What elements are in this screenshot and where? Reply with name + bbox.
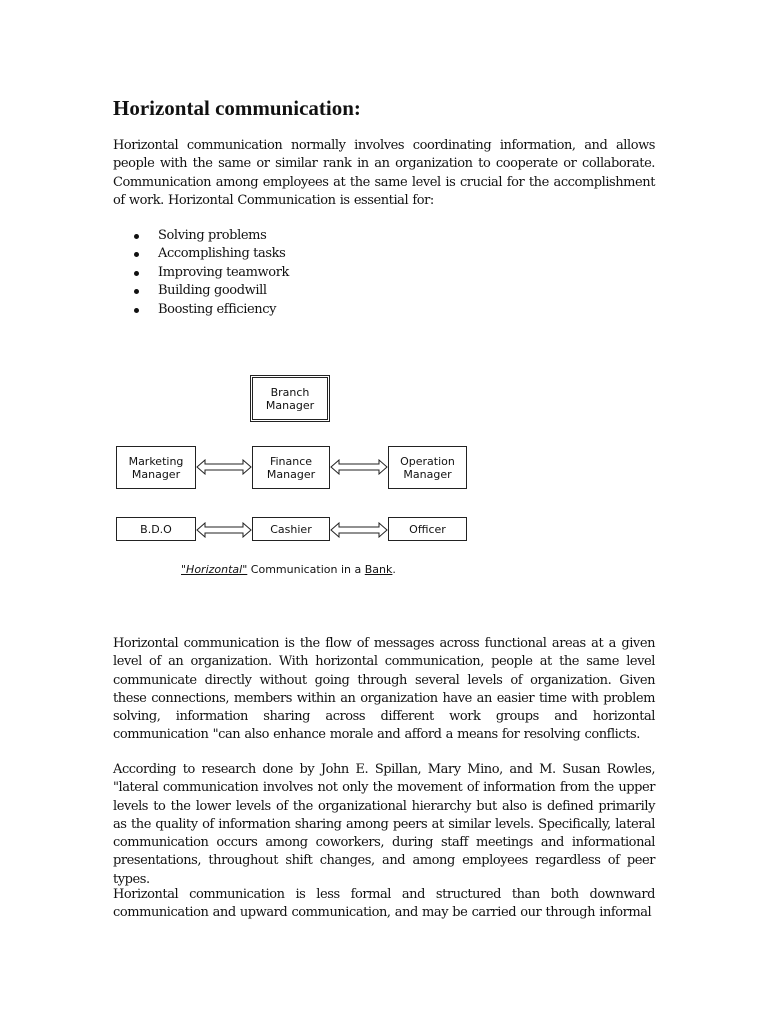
branch-manager-box: Branch Manager: [250, 375, 330, 422]
operation-manager-box: Operation Manager: [388, 446, 467, 489]
diagram-caption: [181, 563, 396, 576]
intro-paragraph: Horizontal communication normally involves coordinating information, and allows people with the same or similar rank in an organization to cooperate or collaborate. Communication among employees at the same level is crucial for the accomplishment of work. Horizontal Communication is essential for:: [113, 138, 655, 208]
list-item: Improving teamwork: [113, 264, 289, 282]
double-arrow-icon: [330, 522, 388, 538]
list-item: Building goodwill: [113, 282, 289, 300]
list-item: Boosting efficiency: [113, 301, 289, 319]
caption-end: .: [392, 563, 396, 576]
flow-paragraph: Horizontal communication is the flow of messages across functional areas at a given level of an organization. With horizontal communication, people at the same level communicate directly without going through several levels of organization. Given these connections, members within an organization have an easier time with problem solving, information sharing across different work groups and horizontal communication "can also enhance morale and afford a means for resolving conflicts.: [113, 636, 655, 743]
caption-quoted: "Horizontal": [181, 563, 248, 576]
list-item: Accomplishing tasks: [113, 245, 289, 263]
double-arrow-icon: [196, 459, 252, 475]
bdo-box: B.D.O: [116, 517, 196, 541]
caption-bank: Bank: [364, 563, 393, 576]
essentials-list: [113, 227, 289, 319]
list-item: Solving problems: [113, 227, 289, 245]
finance-manager-box: Finance Manager: [252, 446, 330, 489]
page-title: Horizontal communication:: [113, 96, 361, 120]
double-arrow-icon: [330, 459, 388, 475]
research-paragraph: According to research done by John E. Spillan, Mary Mino, and M. Susan Rowles, "lateral communication involves not only the movement of information from the upper levels to the lower levels of the organizational hierarchy but also is defined primarily as the quality of information sharing among peers at similar levels. Specifically, lateral communication occurs among coworkers, during staff meetings and informational presentations, throughout shift changes, and among employees regardless of peer types.: [113, 762, 655, 887]
double-arrow-icon: [196, 522, 252, 538]
officer-box: Officer: [388, 517, 467, 541]
cashier-box: Cashier: [252, 517, 330, 541]
formality-paragraph: Horizontal communication is less formal and structured than both downward communication and upward communication, and may be carried our through informal: [113, 887, 655, 921]
marketing-manager-box: Marketing Manager: [116, 446, 196, 489]
caption-middle: Communication in a: [247, 563, 365, 576]
